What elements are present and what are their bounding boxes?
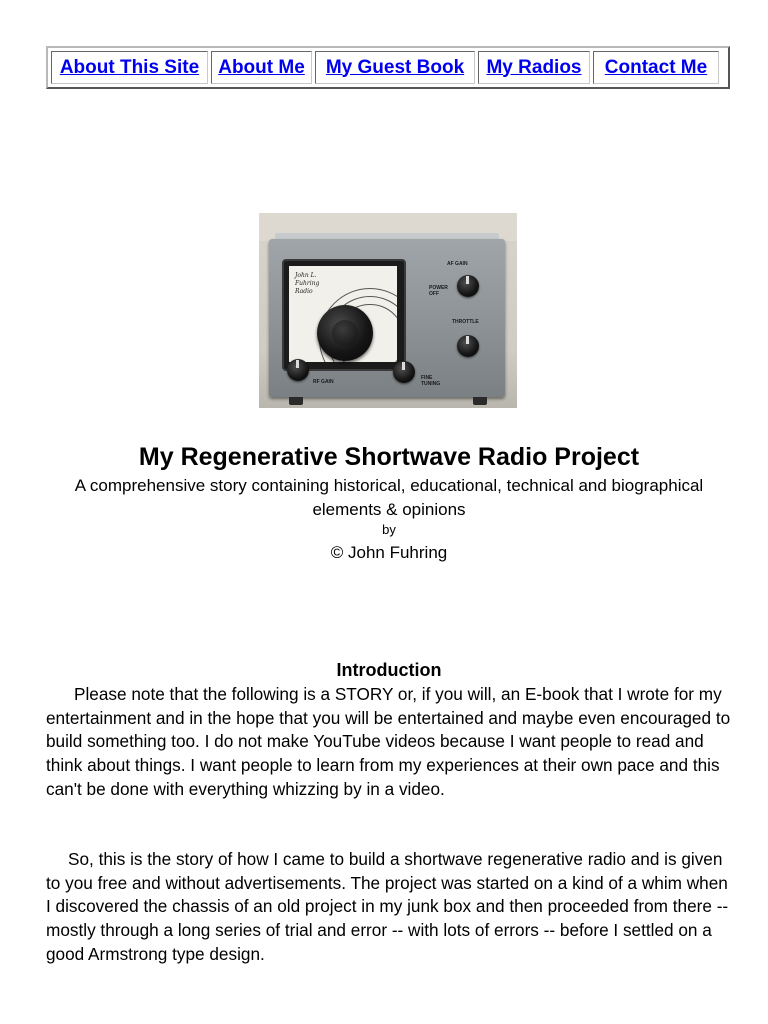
label-power-off: POWER OFF bbox=[429, 285, 448, 297]
label-fine-tuning: FINE TUNING bbox=[421, 375, 441, 387]
radio-photo bbox=[259, 213, 517, 408]
intro-paragraph: So, this is the story of how I came to build a shortwave regenerative radio and is given to you free and without advertisements. The project was started on a kind of a whim when I discovered the chassis of an old project in my junk box and then proceeded from there -- mostly through a long series of trial and error -- with lots of errors -- before I settled on a good Armstrong type design. bbox=[46, 849, 729, 964]
page-title: My Regenerative Shortwave Radio Project bbox=[138, 443, 640, 471]
nav-cell-about-site bbox=[51, 51, 208, 84]
nav-cell-about-me bbox=[211, 51, 312, 84]
nav-link-my-guest-book[interactable]: My Guest Book bbox=[325, 56, 465, 78]
author-copyright: © John Fuhring bbox=[330, 543, 448, 562]
nav-cell-guest-book bbox=[315, 51, 475, 84]
page-subtitle: A comprehensive story containing historical, educational, technical and biographical elements & opinions bbox=[74, 476, 704, 519]
label-rf-gain: RF GAIN bbox=[313, 379, 334, 385]
byline-by: by bbox=[382, 522, 396, 537]
radio-chassis bbox=[269, 239, 505, 397]
intro-paragraph: Please note that the following is a STORY or, if you will, an E-book that I wrote for my entertainment and in the hope that you will be entertained and maybe even encouraged to build something too. I do not make YouTube videos because I want people to read and think about things. I want people to learn from my experiences at their own pace and this can't be done with everything whizzing by in a video. bbox=[46, 684, 731, 799]
throttle-knob bbox=[457, 335, 479, 357]
nav-table bbox=[46, 46, 730, 89]
dial-caption-line: John L. bbox=[295, 272, 317, 279]
nav-link-about-me[interactable]: About Me bbox=[218, 56, 305, 78]
dial-caption-line: Fuhring bbox=[295, 280, 320, 287]
main-tuning-knob bbox=[317, 305, 373, 361]
nav-link-contact-me[interactable]: Contact Me bbox=[604, 56, 708, 78]
nav-cell-my-radios bbox=[478, 51, 590, 84]
label-af-gain: AF GAIN bbox=[447, 261, 468, 267]
af-gain-knob bbox=[457, 275, 479, 297]
chassis-foot bbox=[473, 397, 487, 405]
rf-gain-knob bbox=[287, 359, 309, 381]
nav-link-about-this-site[interactable]: About This Site bbox=[59, 56, 200, 78]
nav-cell-contact-me bbox=[593, 51, 719, 84]
chassis-foot bbox=[289, 397, 303, 405]
fine-tuning-knob bbox=[393, 361, 415, 383]
introduction-heading: Introduction bbox=[336, 660, 442, 680]
label-throttle: THROTTLE bbox=[452, 319, 479, 325]
dial-caption-line: Radio bbox=[295, 288, 313, 295]
main-tuning-knob-center bbox=[332, 320, 358, 346]
nav-link-my-radios[interactable]: My Radios bbox=[486, 56, 582, 78]
dial-caption bbox=[295, 272, 319, 296]
